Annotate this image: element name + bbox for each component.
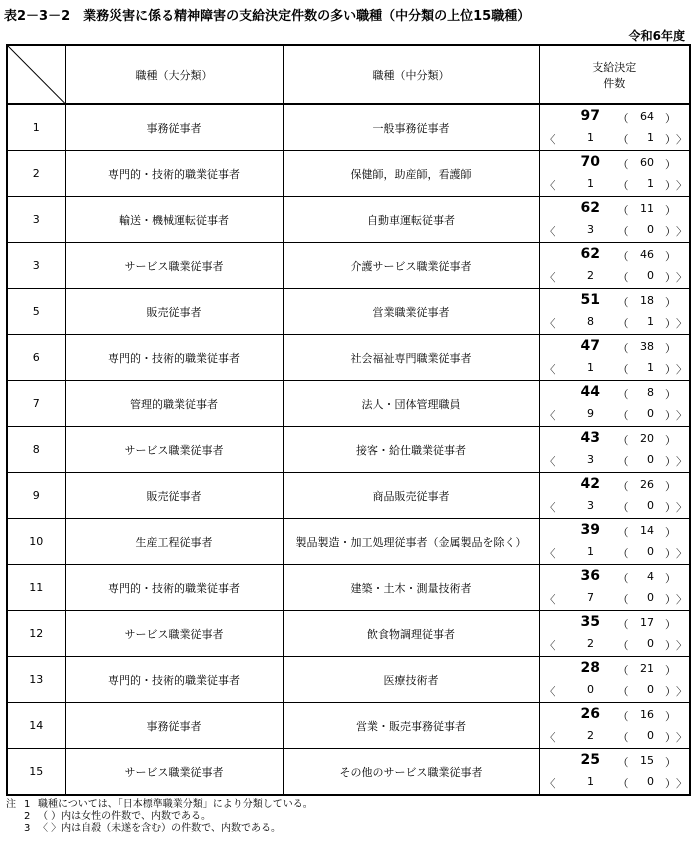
rank-cell: 12: [7, 611, 65, 657]
rank-cell: 6: [7, 335, 65, 381]
count-cell: [539, 611, 690, 657]
major-category-cell: 専門的・技術的職業従事者: [65, 657, 283, 703]
paren-open: （: [617, 572, 629, 585]
suicide-female-count: 0: [647, 591, 654, 604]
footnote-text: （ ）内は女性の件数で、内数である。: [38, 811, 211, 822]
suicide-count: 2: [587, 729, 594, 742]
suicide-female-count: 1: [647, 315, 654, 328]
count-cell: [539, 151, 690, 197]
rank-cell: 3: [7, 197, 65, 243]
angle-close: 〉: [676, 731, 687, 744]
count-suicide-line: [540, 359, 690, 377]
major-category-cell: サービス職業従事者: [65, 749, 283, 796]
total-count: 43: [580, 430, 600, 446]
rank-cell: 13: [7, 657, 65, 703]
angle-close: 〉: [676, 547, 687, 560]
count-cell: [539, 657, 690, 703]
count-total-line: [540, 522, 690, 540]
total-count: 44: [580, 384, 600, 400]
table-row: [7, 611, 690, 657]
angle-close: 〉: [676, 593, 687, 606]
paren-open: （: [617, 777, 629, 790]
total-count: 39: [580, 522, 600, 538]
count-total-line: [540, 108, 690, 126]
paren-open: （: [617, 296, 629, 309]
paren-open: （: [617, 317, 629, 330]
middle-category-cell: 商品販売従事者: [283, 473, 539, 519]
suicide-female-count: 0: [647, 499, 654, 512]
paren-close: ）: [665, 777, 676, 790]
rank-cell: 9: [7, 473, 65, 519]
paren-close: ）: [665, 225, 676, 238]
female-count: 20: [640, 432, 654, 445]
count-total-line: [540, 200, 690, 218]
paren-close: ）: [665, 593, 676, 606]
paren-close: ）: [665, 526, 676, 539]
angle-open: 〈: [544, 225, 556, 238]
fiscal-year-label: 令和6年度: [628, 29, 685, 43]
total-count: 47: [580, 338, 600, 354]
paren-close: ）: [665, 685, 676, 698]
table-row: [7, 749, 690, 796]
suicide-female-count: 0: [647, 637, 654, 650]
paren-close: ）: [665, 547, 676, 560]
count-total-line: [540, 338, 690, 356]
footnote-text: 職種については、「日本標準職業分類」により分類している。: [38, 799, 313, 810]
paren-close: ）: [665, 756, 676, 769]
footnote-item: [6, 823, 313, 835]
rank-cell: 8: [7, 427, 65, 473]
paren-close: ）: [665, 179, 676, 192]
paren-close: ）: [665, 664, 676, 677]
suicide-count: 3: [587, 453, 594, 466]
rank-cell: 5: [7, 289, 65, 335]
table-row: [7, 703, 690, 749]
angle-close: 〉: [676, 455, 687, 468]
count-suicide-line: [540, 589, 690, 607]
paren-close: ）: [665, 363, 676, 376]
count-suicide-line: [540, 221, 690, 239]
female-count: 18: [640, 294, 654, 307]
total-count: 62: [580, 200, 600, 216]
count-total-line: [540, 154, 690, 172]
suicide-count: 1: [587, 775, 594, 788]
middle-category-cell: その他のサービス職業従事者: [283, 749, 539, 796]
header-count: [539, 45, 690, 104]
suicide-count: 7: [587, 591, 594, 604]
count-cell: [539, 703, 690, 749]
paren-close: ）: [665, 133, 676, 146]
table-row: [7, 565, 690, 611]
count-suicide-line: [540, 727, 690, 745]
paren-open: （: [617, 501, 629, 514]
rank-cell: 2: [7, 151, 65, 197]
count-total-line: [540, 476, 690, 494]
female-count: 64: [640, 110, 654, 123]
total-count: 28: [580, 660, 600, 676]
major-category-cell: 販売従事者: [65, 473, 283, 519]
paren-close: ）: [665, 250, 676, 263]
total-count: 42: [580, 476, 600, 492]
suicide-female-count: 0: [647, 407, 654, 420]
angle-close: 〉: [676, 271, 687, 284]
angle-close: 〉: [676, 777, 687, 790]
paren-open: （: [617, 342, 629, 355]
rank-cell: 15: [7, 749, 65, 796]
total-count: 26: [580, 706, 600, 722]
count-cell: [539, 289, 690, 335]
paren-open: （: [617, 756, 629, 769]
count-suicide-line: [540, 313, 690, 331]
count-total-line: [540, 430, 690, 448]
major-category-cell: 輸送・機械運転従事者: [65, 197, 283, 243]
suicide-female-count: 0: [647, 775, 654, 788]
angle-close: 〉: [676, 225, 687, 238]
middle-category-cell: 保健師，助産師，看護師: [283, 151, 539, 197]
suicide-female-count: 0: [647, 729, 654, 742]
paren-close: ）: [665, 204, 676, 217]
count-cell: [539, 335, 690, 381]
rank-cell: 14: [7, 703, 65, 749]
middle-category-cell: 営業・販売事務従事者: [283, 703, 539, 749]
rank-cell: 7: [7, 381, 65, 427]
count-cell: [539, 427, 690, 473]
paren-open: （: [617, 731, 629, 744]
middle-category-cell: 社会福祉専門職業従事者: [283, 335, 539, 381]
rank-cell: 10: [7, 519, 65, 565]
middle-category-cell: 一般事務従事者: [283, 104, 539, 151]
table-title: 表2－3－2 業務災害に係る精神障害の支給決定件数の多い職種（中分類の上位15職種）: [4, 9, 531, 24]
suicide-female-count: 0: [647, 683, 654, 696]
count-suicide-line: [540, 681, 690, 699]
count-cell: [539, 104, 690, 151]
suicide-count: 2: [587, 637, 594, 650]
total-count: 51: [580, 292, 600, 308]
paren-open: （: [617, 363, 629, 376]
suicide-female-count: 1: [647, 131, 654, 144]
middle-category-cell: 建築・土木・測量技術者: [283, 565, 539, 611]
count-suicide-line: [540, 405, 690, 423]
paren-open: （: [617, 158, 629, 171]
suicide-count: 2: [587, 269, 594, 282]
female-count: 4: [647, 570, 654, 583]
paren-open: （: [617, 133, 629, 146]
paren-open: （: [617, 112, 629, 125]
female-count: 8: [647, 386, 654, 399]
paren-close: ）: [665, 296, 676, 309]
suicide-count: 1: [587, 361, 594, 374]
paren-close: ）: [665, 434, 676, 447]
footnote-lead: 注: [6, 799, 16, 810]
paren-close: ）: [665, 501, 676, 514]
angle-close: 〉: [676, 179, 687, 192]
angle-open: 〈: [544, 271, 556, 284]
count-cell: [539, 519, 690, 565]
count-suicide-line: [540, 451, 690, 469]
paren-open: （: [617, 685, 629, 698]
total-count: 97: [580, 108, 600, 124]
table-row: [7, 657, 690, 703]
female-count: 46: [640, 248, 654, 261]
paren-open: （: [617, 225, 629, 238]
footnote-number: 1: [24, 799, 31, 810]
middle-category-cell: 介護サービス職業従事者: [283, 243, 539, 289]
angle-close: 〉: [676, 685, 687, 698]
paren-close: ）: [665, 710, 676, 723]
middle-category-cell: 医療技術者: [283, 657, 539, 703]
paren-open: （: [617, 455, 629, 468]
paren-open: （: [617, 664, 629, 677]
table-row: [7, 151, 690, 197]
rank-cell: 1: [7, 104, 65, 151]
paren-open: （: [617, 593, 629, 606]
angle-close: 〉: [676, 501, 687, 514]
count-suicide-line: [540, 267, 690, 285]
paren-open: （: [617, 526, 629, 539]
female-count: 14: [640, 524, 654, 537]
header-major-category: 職種（大分類）: [65, 45, 283, 104]
table-row: [7, 335, 690, 381]
table-row: [7, 519, 690, 565]
angle-open: 〈: [544, 731, 556, 744]
paren-close: ）: [665, 731, 676, 744]
angle-open: 〈: [544, 455, 556, 468]
female-count: 38: [640, 340, 654, 353]
footnote-text: 〈 〉内は自殺（未遂を含む）の件数で、内数である。: [38, 823, 281, 834]
occupation-table: [6, 44, 691, 796]
paren-open: （: [617, 710, 629, 723]
paren-open: （: [617, 618, 629, 631]
paren-close: ）: [665, 639, 676, 652]
major-category-cell: サービス職業従事者: [65, 427, 283, 473]
count-total-line: [540, 660, 690, 678]
middle-category-cell: 営業職業従事者: [283, 289, 539, 335]
table-row: [7, 473, 690, 519]
suicide-female-count: 1: [647, 361, 654, 374]
angle-open: 〈: [544, 179, 556, 192]
suicide-female-count: 0: [647, 223, 654, 236]
table-row: [7, 104, 690, 151]
paren-close: ）: [665, 342, 676, 355]
paren-close: ）: [665, 112, 676, 125]
count-total-line: [540, 384, 690, 402]
paren-close: ）: [665, 480, 676, 493]
angle-close: 〉: [676, 133, 687, 146]
suicide-count: 3: [587, 223, 594, 236]
suicide-female-count: 0: [647, 269, 654, 282]
rank-cell: 11: [7, 565, 65, 611]
paren-open: （: [617, 639, 629, 652]
table-row: [7, 289, 690, 335]
header-count-line1: 支給決定: [592, 60, 637, 74]
major-category-cell: サービス職業従事者: [65, 243, 283, 289]
middle-category-cell: 飲食物調理従事者: [283, 611, 539, 657]
table-row: [7, 197, 690, 243]
total-count: 25: [580, 752, 600, 768]
angle-open: 〈: [544, 685, 556, 698]
angle-close: 〉: [676, 639, 687, 652]
suicide-count: 0: [587, 683, 594, 696]
paren-close: ）: [665, 409, 676, 422]
count-cell: [539, 749, 690, 796]
major-category-cell: 専門的・技術的職業従事者: [65, 565, 283, 611]
count-cell: [539, 243, 690, 289]
female-count: 16: [640, 708, 654, 721]
count-total-line: [540, 706, 690, 724]
middle-category-cell: 法人・団体管理職員: [283, 381, 539, 427]
table-body: [7, 104, 690, 795]
paren-open: （: [617, 271, 629, 284]
paren-close: ）: [665, 618, 676, 631]
count-total-line: [540, 292, 690, 310]
header-count-line2: 件数: [603, 76, 626, 90]
count-total-line: [540, 568, 690, 586]
rank-cell: 3: [7, 243, 65, 289]
count-suicide-line: [540, 773, 690, 791]
count-suicide-line: [540, 175, 690, 193]
paren-open: （: [617, 434, 629, 447]
paren-open: （: [617, 388, 629, 401]
paren-close: ）: [665, 271, 676, 284]
paren-open: （: [617, 547, 629, 560]
paren-close: ）: [665, 455, 676, 468]
angle-open: 〈: [544, 501, 556, 514]
paren-open: （: [617, 480, 629, 493]
header-middle-category: 職種（中分類）: [283, 45, 539, 104]
paren-close: ）: [665, 572, 676, 585]
suicide-count: 1: [587, 545, 594, 558]
total-count: 62: [580, 246, 600, 262]
suicide-count: 3: [587, 499, 594, 512]
table-row: [7, 243, 690, 289]
footnotes: [6, 799, 313, 835]
middle-category-cell: 接客・給仕職業従事者: [283, 427, 539, 473]
suicide-female-count: 0: [647, 545, 654, 558]
suicide-count: 9: [587, 407, 594, 420]
angle-open: 〈: [544, 317, 556, 330]
major-category-cell: 専門的・技術的職業従事者: [65, 151, 283, 197]
count-cell: [539, 473, 690, 519]
angle-open: 〈: [544, 777, 556, 790]
angle-open: 〈: [544, 593, 556, 606]
suicide-female-count: 1: [647, 177, 654, 190]
angle-open: 〈: [544, 639, 556, 652]
count-total-line: [540, 752, 690, 770]
female-count: 15: [640, 754, 654, 767]
table-header-row: [7, 45, 690, 104]
female-count: 11: [640, 202, 654, 215]
angle-open: 〈: [544, 409, 556, 422]
count-total-line: [540, 614, 690, 632]
major-category-cell: 専門的・技術的職業従事者: [65, 335, 283, 381]
major-category-cell: 管理的職業従事者: [65, 381, 283, 427]
count-cell: [539, 381, 690, 427]
major-category-cell: 事務従事者: [65, 104, 283, 151]
count-suicide-line: [540, 497, 690, 515]
footnote-number: 2: [24, 811, 31, 822]
major-category-cell: 生産工程従事者: [65, 519, 283, 565]
female-count: 17: [640, 616, 654, 629]
middle-category-cell: 製品製造・加工処理従事者（金属製品を除く）: [283, 519, 539, 565]
diagonal-header-cell: [7, 45, 65, 104]
count-suicide-line: [540, 129, 690, 147]
female-count: 60: [640, 156, 654, 169]
table-row: [7, 427, 690, 473]
angle-close: 〉: [676, 363, 687, 376]
angle-open: 〈: [544, 363, 556, 376]
angle-close: 〉: [676, 317, 687, 330]
suicide-count: 1: [587, 131, 594, 144]
count-total-line: [540, 246, 690, 264]
female-count: 26: [640, 478, 654, 491]
suicide-count: 8: [587, 315, 594, 328]
major-category-cell: 事務従事者: [65, 703, 283, 749]
suicide-count: 1: [587, 177, 594, 190]
count-suicide-line: [540, 635, 690, 653]
paren-close: ）: [665, 317, 676, 330]
total-count: 70: [580, 154, 600, 170]
footnote-number: 3: [24, 823, 31, 834]
count-cell: [539, 565, 690, 611]
count-suicide-line: [540, 543, 690, 561]
paren-open: （: [617, 204, 629, 217]
total-count: 35: [580, 614, 600, 630]
diagonal-line: [8, 46, 65, 103]
count-cell: [539, 197, 690, 243]
middle-category-cell: 自動車運転従事者: [283, 197, 539, 243]
suicide-female-count: 0: [647, 453, 654, 466]
paren-close: ）: [665, 158, 676, 171]
angle-open: 〈: [544, 547, 556, 560]
footnote-item: [6, 799, 313, 811]
paren-open: （: [617, 409, 629, 422]
angle-close: 〉: [676, 409, 687, 422]
paren-close: ）: [665, 388, 676, 401]
table-row: [7, 381, 690, 427]
paren-open: （: [617, 179, 629, 192]
total-count: 36: [580, 568, 600, 584]
major-category-cell: サービス職業従事者: [65, 611, 283, 657]
paren-open: （: [617, 250, 629, 263]
major-category-cell: 販売従事者: [65, 289, 283, 335]
footnote-item: [6, 811, 313, 823]
female-count: 21: [640, 662, 654, 675]
angle-open: 〈: [544, 133, 556, 146]
